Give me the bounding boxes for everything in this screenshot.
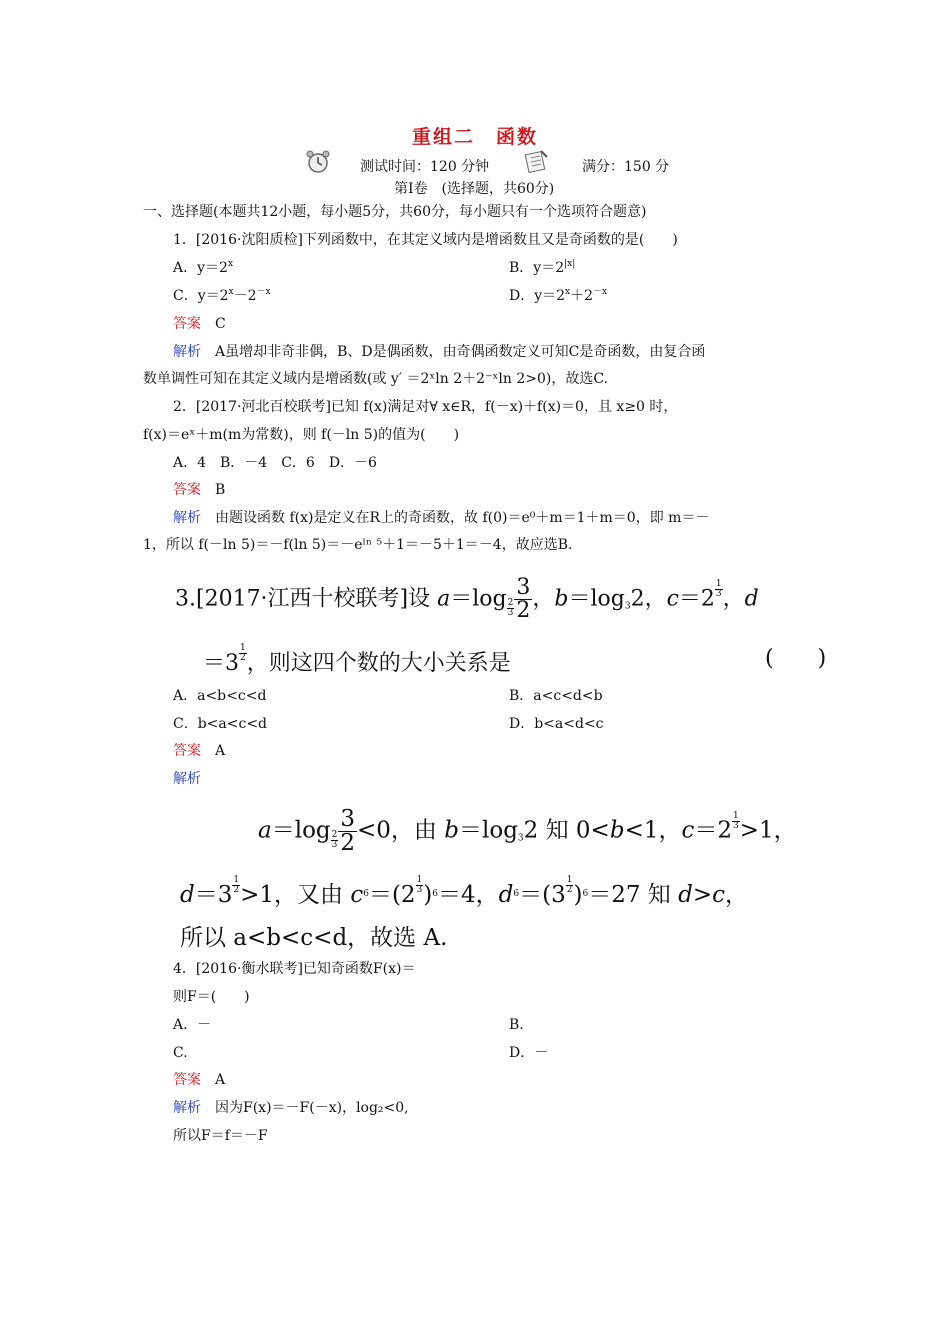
q3-analysis-label: 解析: [173, 771, 201, 787]
q4-answer: 答案 A: [173, 1072, 226, 1088]
alarm-clock-icon: [305, 150, 331, 174]
q4-analysis-line1: 解析 因为F(x)＝－F(－x)，log₂<0,: [173, 1100, 409, 1116]
q4-option-c: C.: [173, 1045, 188, 1061]
q2-stem-line2: f(x)＝eˣ＋m(m为常数)，则 f(－ln 5)的值为( ): [143, 427, 460, 443]
q3-paren: ( ): [765, 646, 827, 671]
exam-paper-icon: [523, 148, 549, 174]
q4-stem-line1: 4．[2016·衡水联考]已知奇函数F(x)＝: [173, 961, 416, 977]
q1-analysis-line2: 数单调性可知在其定义域内是增函数(或 y′ ＝2ˣln 2＋2⁻ˣln 2>0)，故选C.: [143, 371, 608, 387]
q3-option-b: B．a<c<d<b: [509, 688, 603, 704]
q3-option-a: A．a<b<c<d: [173, 688, 267, 704]
q3-option-d: D．b<a<d<c: [509, 716, 604, 732]
q2-answer: 答案 B: [173, 482, 226, 498]
q4-analysis-line2: 所以F＝f＝－F: [173, 1128, 268, 1144]
q1-option-b: B．$y=2^{|x|}$: [509, 259, 576, 276]
q3-solution-line2: d＝3 $\frac{1}{2}$ >1，又由 $c^6=(2$ $\frac{1}{3}$ )$^6$＝4，$d^6=(3$ $\frac{1}{2}$ )$^6$＝27 知 d>c，: [180, 875, 748, 908]
q3-stem-line1: 3.[2017·江西十校联考]设 a＝log $_{\frac{2}{3}}$ $\frac{3}{2}$ ，$b=\log_32$，c＝2 $\frac{1}{3}$ ，d: [175, 575, 759, 623]
q1-option-a: A．$y=2^x$: [173, 259, 234, 276]
q2-options: A．4 B．－4 C．6 D．－6: [173, 455, 377, 471]
page-title: 重组二 函数: [412, 126, 539, 148]
q3-solution-line1: a＝log $_{\frac{2}{3}}$ $\frac{3}{2}$ <0，由 $b=\log_32$ 知 0<b<1，c＝2 $\frac{1}{3}$ >1，: [258, 806, 797, 856]
q3-answer: 答案 A: [173, 743, 226, 759]
q2-analysis-line1: 解析 由题设函数 f(x)是定义在R上的奇函数，故 f(0)＝e⁰＋m＝1＋m＝0，即 m＝－: [173, 510, 710, 526]
q4-option-d: D．－: [509, 1045, 549, 1061]
q3-solution-line3: 所以 a<b<c<d，故选 A.: [180, 925, 448, 951]
q4-option-a: A．－: [173, 1017, 212, 1033]
volume-label: 第Ⅰ卷 (选择题，共60分): [394, 181, 555, 197]
q1-stem: 1．[2016·沈阳质检]下列函数中，在其定义域内是增函数且又是奇函数的是( ): [173, 232, 678, 248]
section-heading: 一、选择题(本题共12小题，每小题5分，共60分，每小题只有一个选项符合题意): [143, 204, 647, 220]
q4-stem-line2: 则F＝( ): [173, 989, 250, 1005]
q3-stem-line2: ＝3 $\frac{1}{2}$ ，则这四个数的大小关系是: [203, 643, 511, 676]
q1-option-c: C．$y=2^x-2^{-x}$: [173, 287, 271, 304]
q3-option-c: C．b<a<c<d: [173, 716, 268, 732]
q1-option-d: D．$y=2^x+2^{-x}$: [509, 287, 608, 304]
full-score: 满分：150 分: [582, 159, 670, 175]
q4-option-b: B.: [509, 1017, 524, 1033]
q1-answer: 答案 C: [173, 316, 226, 332]
q2-stem-line1: 2．[2017·河北百校联考]已知 f(x)满足对∀ x∈R，f(－x)＋f(x)＝0，且 x≥0 时，: [173, 399, 678, 415]
q1-analysis-line1: 解析 A虽增却非奇非偶，B、D是偶函数，由奇偶函数定义可知C是奇函数，由复合函: [173, 344, 706, 360]
q2-analysis-line2: 1，所以 f(－ln 5)＝－f(ln 5)＝－eˡⁿ ⁵＋1＝－5＋1＝－4，故应选B.: [143, 537, 573, 553]
test-time: 测试时间：120 分钟: [360, 159, 490, 175]
